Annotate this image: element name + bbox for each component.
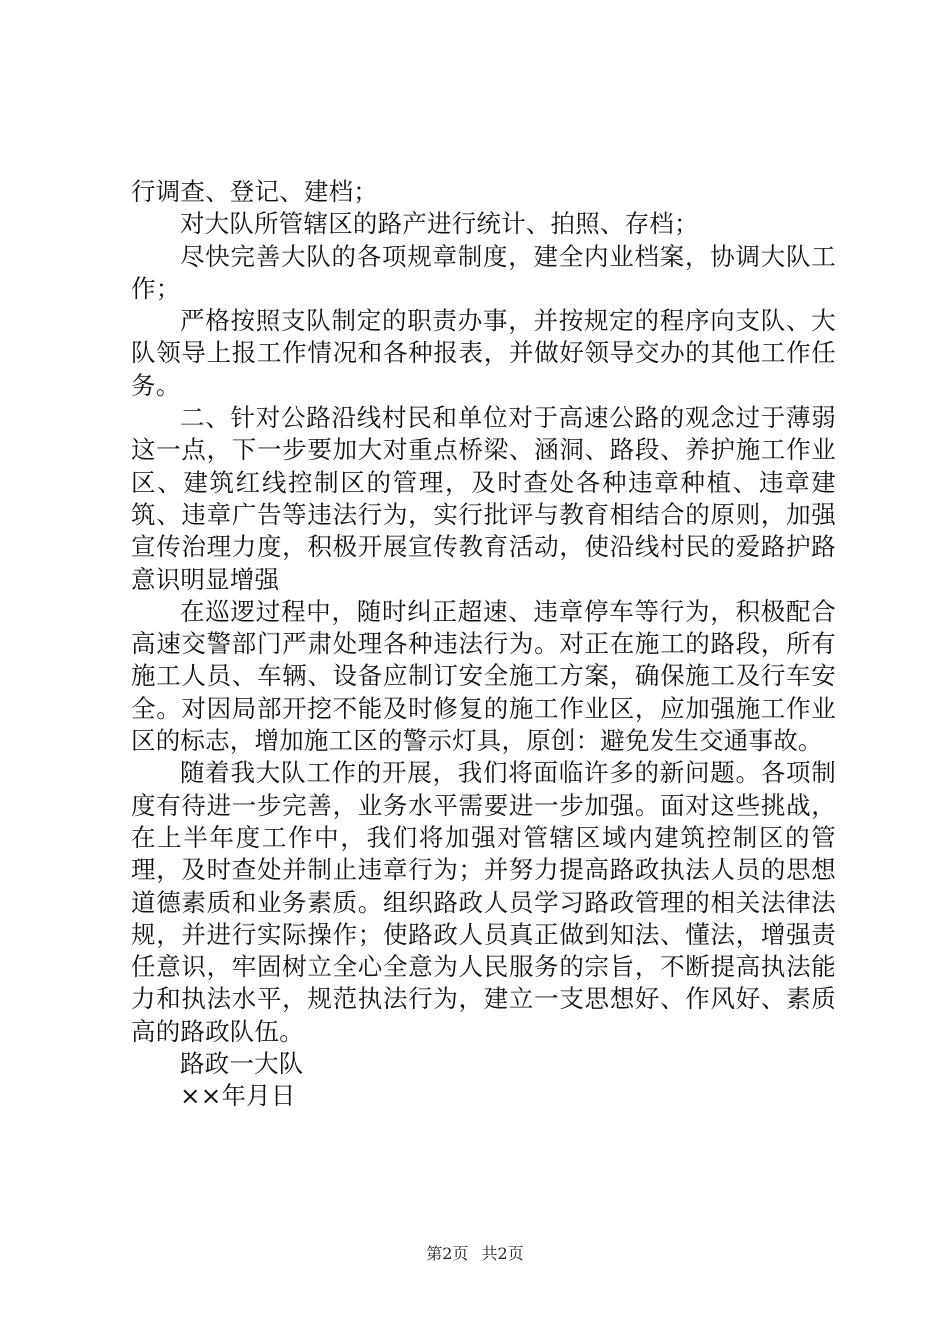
signature-unit: 路政一大队 (180, 1049, 304, 1079)
paragraph-statistics: 对大队所管辖区的路产进行统计、拍照、存档； (180, 209, 699, 239)
paragraph-continuation: 行调查、登记、建档； (131, 177, 378, 206)
page-footer (0, 1244, 950, 1264)
paragraph-section-two: 二、针对公路沿线村民和单位对于高速公路的观念过于薄弱这一点，下一步要加大对重点桥梁、涵洞、路段、养护施工作业区、建筑红线控制区的管理，及时查处各种违章种植、违章建筑、违章广告等违法行为，实行批评与教育相结合的原则，加强宣传治理力度，积极开展宣传教育活动，使沿线村民的爱路护路意识明显增强 (131, 403, 836, 594)
signature-date: ××年月日 (180, 1081, 296, 1111)
paragraph-outlook: 随着我大队工作的开展，我们将面临许多的新问题。各项制度有待进一步完善，业务水平需要进一步加强。面对这些挑战，在上半年度工作中，我们将加强对管辖区域内建筑控制区的管理，及时查处并制止违章行为；并努力提高路政执法人员的思想道德素质和业务素质。组织路政人员学习路政管理的相关法律法规，并进行实际操作；使路政人员真正做到知法、懂法，增强责任意识，牢固树立全心全意为人民服务的宗旨，不断提高执法能力和执法水平，规范执法行为，建立一支思想好、作风好、素质高的路政队伍。 (131, 758, 836, 1046)
page-number-total: 共2页 (481, 1244, 524, 1263)
paragraph-duties: 严格按照支队制定的职责办事，并按规定的程序向支队、大队领导上报工作情况和各种报表，并做好领导交办的其他工作任务。 (131, 306, 836, 400)
document-body (131, 176, 836, 1113)
paragraph-regulations: 尽快完善大队的各项规章制度，建全内业档案，协调大队工作； (131, 241, 836, 303)
paragraph-patrol: 在巡逻过程中，随时纠正超速、违章停车等行为，积极配合高速交警部门严肃处理各种违法行为。对正在施工的路段，所有施工人员、车辆、设备应制订安全施工方案，确保施工及行车安全。对因局部开挖不能及时修复的施工作业区，应加强施工作业区的标志，增加施工区的警示灯具，原创：避免发生交通事故。 (131, 596, 836, 756)
page-number-current: 第2页 (426, 1244, 469, 1263)
